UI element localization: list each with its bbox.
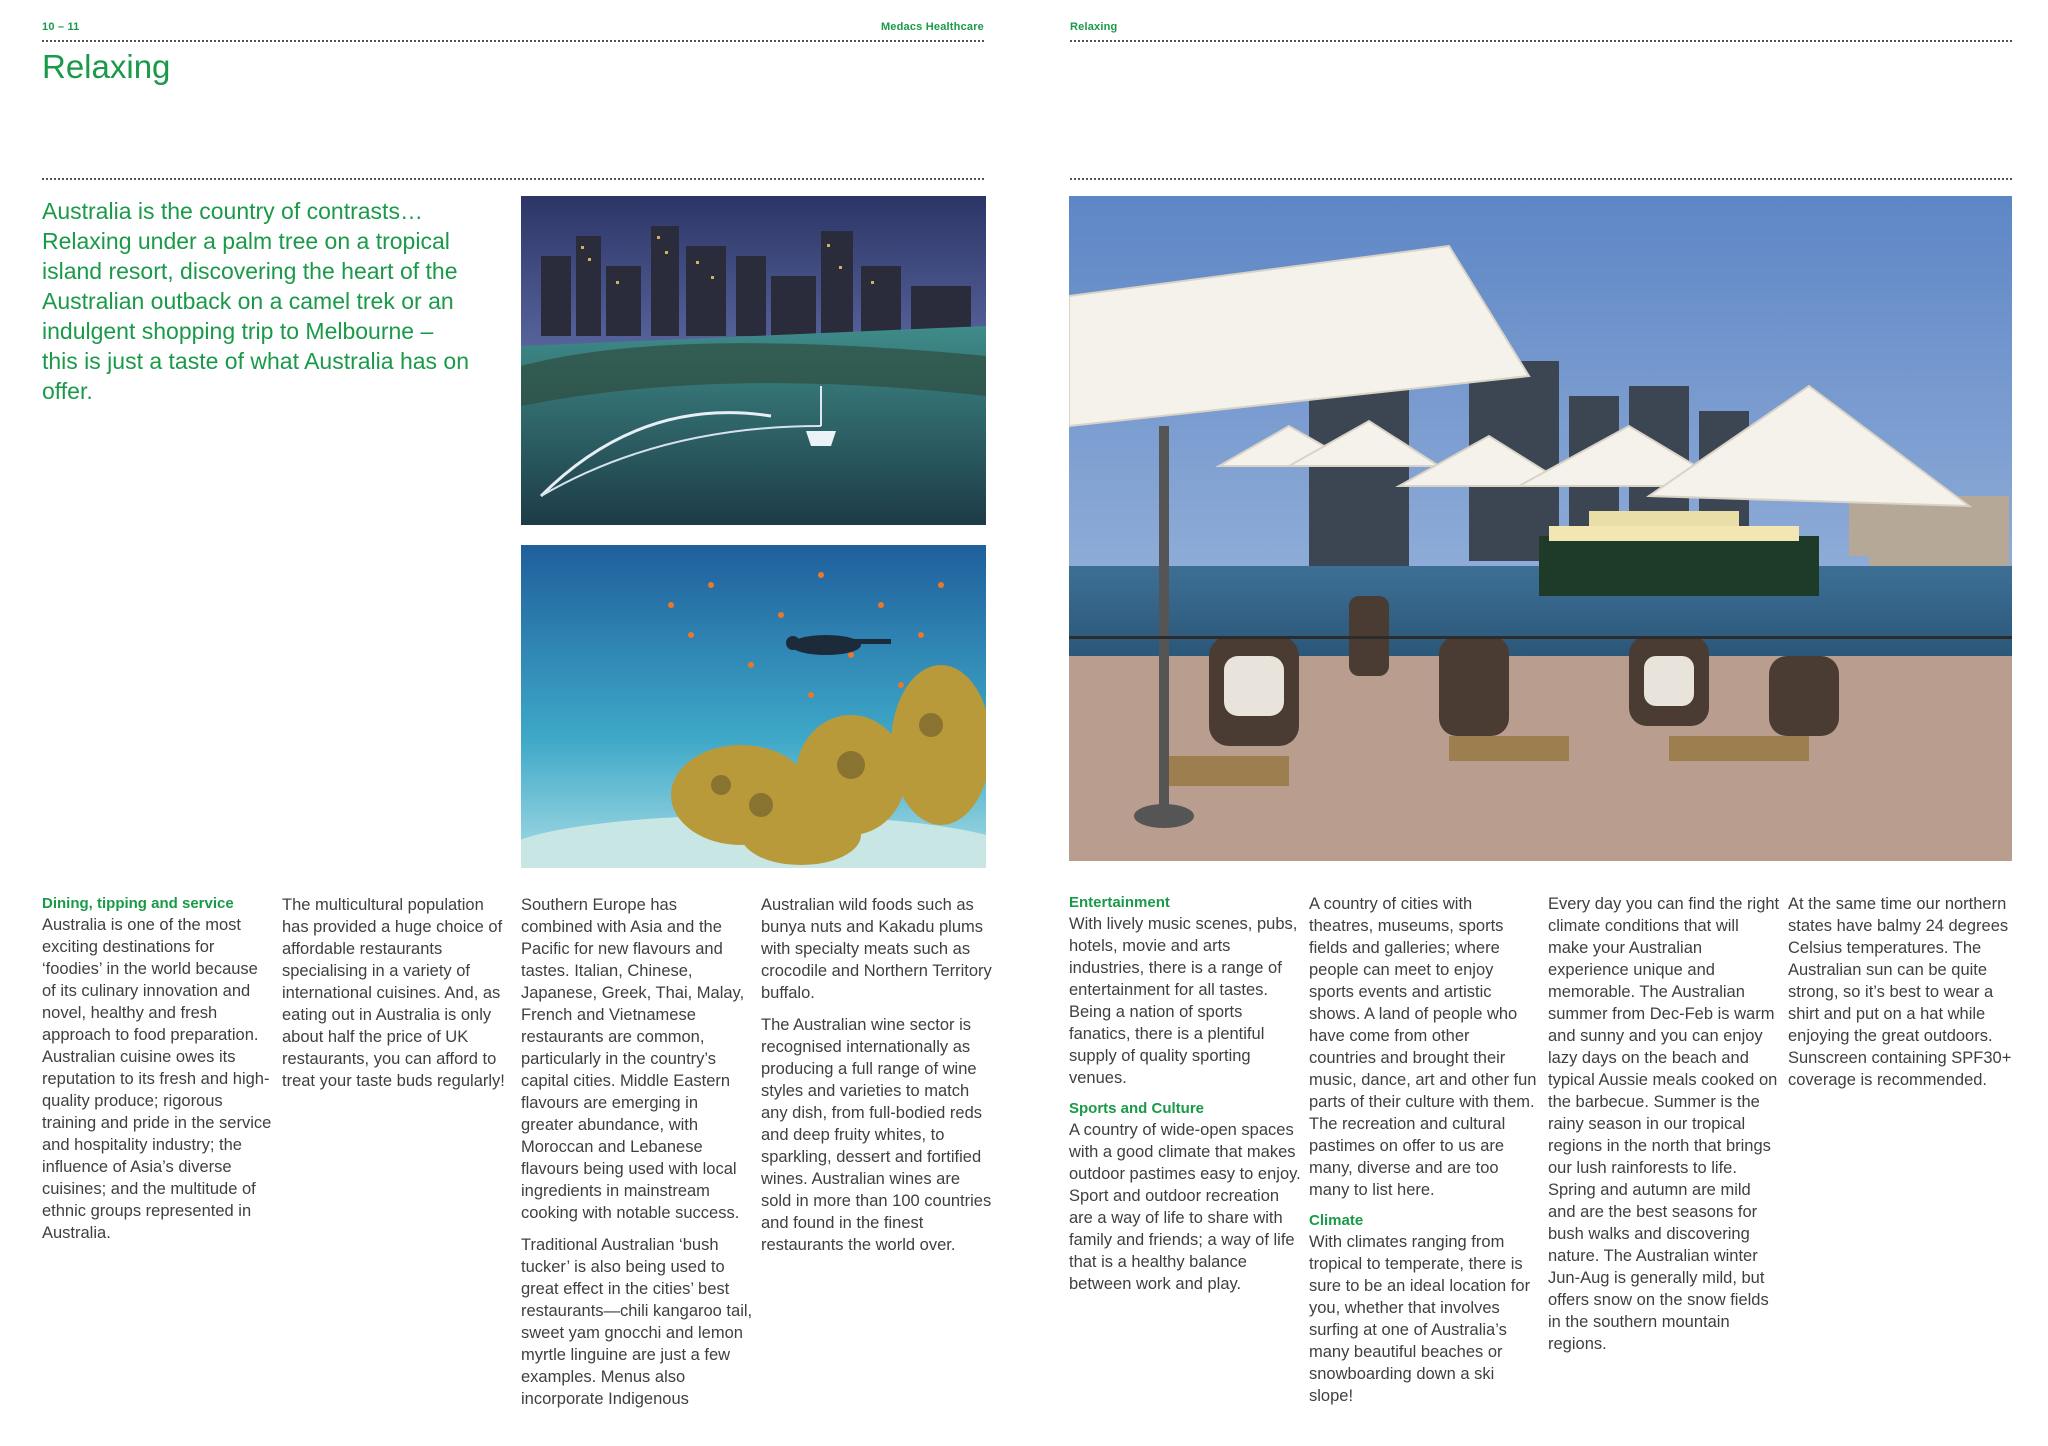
paragraph-seasons: Every day you can find the right climate conditions that will make your Australian experience unique and memorable. The Australian summer from Dec-Feb is warm and sunny and you can enjoy lazy days on the beach and typical Aussie meals cooked on the barbecue. Summer is the rainy season in our tropical regions in the north that brings our lush rainforests to life. Spring and autumn are mild and are the best seasons for bush walks and discovering nature. The Australian winter Jun-Aug is generally mild, but offers snow on the snow fields in the southern mountain regions. <box>1548 895 1780 1353</box>
column-sun-safety <box>1788 893 2012 1101</box>
column-cities-climate <box>1309 893 1541 1417</box>
paragraph-entertainment: With lively music scenes, pubs, hotels, movie and arts industries, there is a range of entertainment for all tastes. Being a nation of sports fanatics, there is a plentiful supply of quality sporting venues. <box>1069 915 1298 1087</box>
paragraph-climate: With climates ranging from tropical to temperate, there is sure to be an ideal location for you, whether that involves surfing at one of Australia’s many beautiful beaches or snowboarding down a ski slope! <box>1309 1233 1531 1405</box>
harbour-cafe-photo <box>1069 196 2012 861</box>
column-dining-2 <box>282 894 514 1102</box>
top-rule-left <box>42 40 984 42</box>
page-title: Relaxing <box>42 48 171 85</box>
paragraph-bush-tucker: Traditional Australian ‘bush tucker’ is also being used to great effect in the cities’ best restaurants—chili kangaroo tail, sweet yam gnocchi and lemon myrtle linguine are just a few examples. Menus also incorporate Indigenous <box>521 1236 753 1408</box>
paragraph-sports-culture: A country of wide-open spaces with a good climate that makes outdoor pastimes easy to enjoy. Sport and outdoor recreation are a way of life to share with family and friends; a way of life that is a healthy balance between work and play. <box>1069 1121 1301 1293</box>
top-rule-right <box>1070 40 2012 42</box>
paragraph-sun-safety: At the same time our northern states have balmy 24 degrees Celsius temperatures. The Australian sun can be quite strong, so it’s best to wear a shirt and put on a hat while enjoying the great outdoors. Sunscreen containing SPF30+ coverage is recommended. <box>1788 895 2012 1089</box>
paragraph-cities: A country of cities with theatres, museums, sports fields and galleries; where people can meet to enjoy sports events and artistic shows. A land of people who have come from other countries and brought their music, dance, art and other fun parts of their culture with them. The recreation and cultural pastimes on offer to us are many, diverse and are too many to list here. <box>1309 895 1537 1199</box>
page-folio-right: Relaxing <box>1070 21 1118 33</box>
section-rule-left <box>42 178 984 180</box>
reef-diver-photo <box>521 545 986 868</box>
intro-text: Australia is the country of contrasts… Relaxing under a palm tree on a tropical island resort, discovering the heart of the Australian outback on a camel trek or an indulgent shopping trip to Melbourne – this is just a taste of what Australia has on offer. <box>42 198 470 404</box>
brand-name: Medacs Healthcare <box>880 21 984 33</box>
column-dining-1 <box>42 894 274 1254</box>
heading-climate: Climate <box>1309 1212 1364 1229</box>
heading-dining: Dining, tipping and service <box>42 895 234 912</box>
column-dining-4 <box>761 894 993 1266</box>
city-night-photo <box>521 196 986 525</box>
paragraph-southern-europe: Southern Europe has combined with Asia and the Pacific for new flavours and tastes. Italian, Chinese, Japanese, Greek, Thai, Malay, French and Vietnamese restaurants are common, particularly in the country’s capital cities. Middle Eastern flavours are emerging in greater abundance, with Moroccan and Lebanese flavours being used with local ingredients in mainstream cooking with notable success. <box>521 896 745 1222</box>
paragraph-wild-foods: Australian wild foods such as bunya nuts and Kakadu plums with specialty meats such as crocodile and Northern Territory buffalo. <box>761 896 992 1002</box>
heading-entertainment: Entertainment <box>1069 894 1170 911</box>
column-seasons <box>1548 893 1780 1365</box>
paragraph-dining: Australia is one of the most exciting destinations for ‘foodies’ in the world because of its culinary innovation and novel, healthy and fresh approach to food preparation. Australian cuisine owes its reputation to its fresh and high-quality produce; rigorous training and pride in the service and hospitality industry; the influence of Asia’s diverse cuisines; and the multitude of ethnic groups represented in Australia. <box>42 916 272 1242</box>
column-dining-3 <box>521 894 753 1420</box>
paragraph-wine: The Australian wine sector is recognised internationally as producing a full range of wine styles and varieties to match any dish, from full-bodied reds and deep fruity whites, to sparkling, dessert and fortified wines. Australian wines are sold in more than 100 countries and found in the finest restaurants the world over. <box>761 1016 992 1254</box>
section-rule-right <box>1070 178 2012 180</box>
page-folio-left: 10 – 11 <box>42 21 80 33</box>
paragraph-multicultural: The multicultural population has provided a huge choice of affordable restaurants specialising in a variety of international cuisines. And, as eating out in Australia is only about half the price of UK restaurants, you can afford to treat your taste buds regularly! <box>282 896 505 1090</box>
heading-sports-culture: Sports and Culture <box>1069 1100 1205 1117</box>
column-entertainment <box>1069 893 1301 1305</box>
